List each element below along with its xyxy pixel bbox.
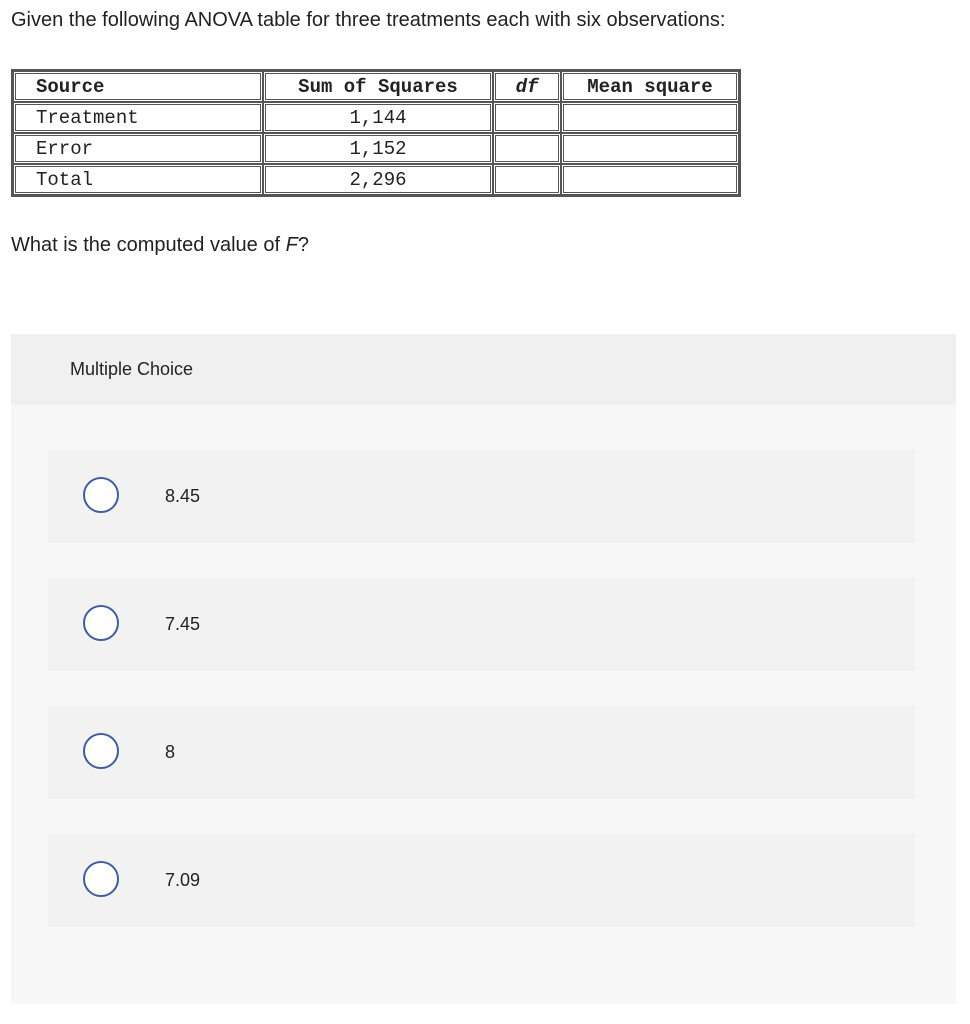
answer-option-label: 7.45 (165, 614, 201, 634)
row-source: Total (13, 164, 263, 195)
header-df: df (493, 71, 561, 102)
answer-option[interactable] (48, 578, 915, 671)
question-prompt-variable: F (285, 234, 298, 256)
answer-option-label: 8.45 (165, 486, 201, 506)
radio-button-icon[interactable] (83, 733, 119, 769)
row-df (493, 133, 561, 164)
radio-button-icon[interactable] (83, 861, 119, 897)
row-source: Treatment (13, 102, 263, 133)
question-intro: Given the following ANOVA table for three treatments each with six observations: (11, 9, 726, 31)
header-sum-of-squares: Sum of Squares (263, 71, 493, 102)
answer-option-label: 7.09 (165, 870, 201, 890)
row-sum-of-squares: 1,152 (263, 133, 493, 164)
answer-option[interactable] (48, 834, 915, 927)
question-prompt-prefix: What is the computed value of (11, 234, 286, 256)
row-mean-square (561, 102, 739, 133)
multiple-choice-panel (11, 334, 956, 1004)
row-sum-of-squares: 1,144 (263, 102, 493, 133)
row-mean-square (561, 164, 739, 195)
multiple-choice-title: Multiple Choice (70, 359, 194, 379)
row-sum-of-squares: 2,296 (263, 164, 493, 195)
multiple-choice-header (11, 334, 956, 405)
row-mean-square (561, 133, 739, 164)
row-df (493, 102, 561, 133)
question-prompt (11, 234, 309, 257)
header-source: Source (13, 71, 263, 102)
table-header-row (13, 71, 739, 102)
radio-button-icon[interactable] (83, 605, 119, 641)
table-row (13, 102, 739, 133)
table-row (13, 164, 739, 195)
table-row (13, 133, 739, 164)
radio-button-icon[interactable] (83, 477, 119, 513)
anova-table (11, 69, 741, 197)
answer-option[interactable] (48, 706, 915, 799)
row-df (493, 164, 561, 195)
row-source: Error (13, 133, 263, 164)
header-mean-square: Mean square (561, 71, 739, 102)
question-prompt-suffix: ? (297, 234, 309, 256)
answer-option[interactable] (48, 450, 915, 543)
answer-option-label: 8 (165, 742, 176, 762)
